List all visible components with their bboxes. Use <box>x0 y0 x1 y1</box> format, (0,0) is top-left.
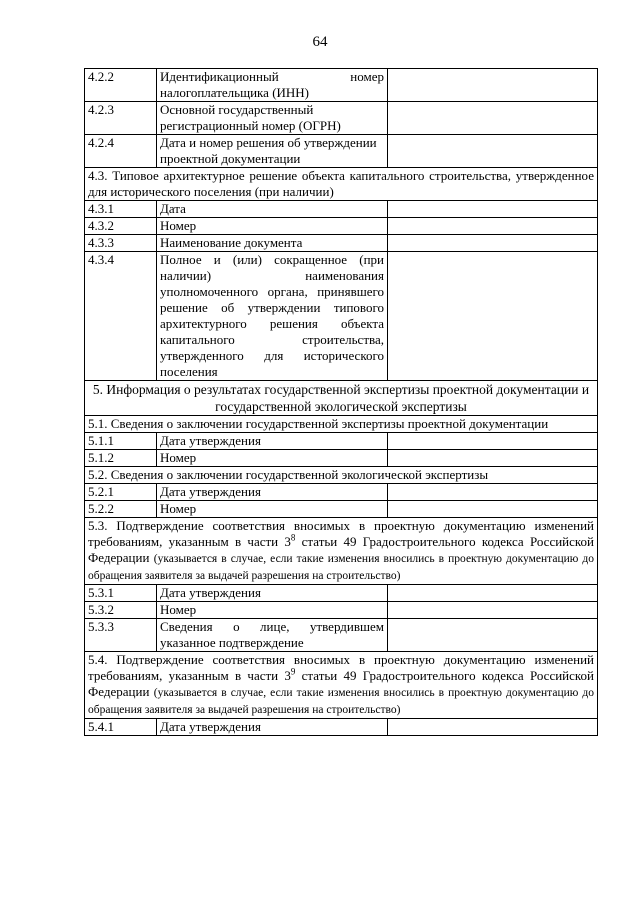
row-number: 4.2.2 <box>85 69 157 102</box>
row-number: 5.3.2 <box>85 602 157 619</box>
row-label: Номер <box>157 501 388 518</box>
row-label: Дата утверждения <box>157 719 388 736</box>
section-row <box>85 381 598 416</box>
value-cell[interactable] <box>388 218 598 235</box>
section-5-4-text-cont: статьи 49 Градостроительного кодекса Российской Федерации <box>88 668 595 699</box>
value-cell[interactable] <box>388 433 598 450</box>
section-row <box>85 168 598 201</box>
row-number: 5.3.1 <box>85 585 157 602</box>
value-cell[interactable] <box>388 69 598 102</box>
row-label: Дата и номер решения об утверждении проектной документации <box>157 135 388 168</box>
row-label: Номер <box>157 450 388 467</box>
table-row <box>85 201 598 218</box>
table-row <box>85 602 598 619</box>
section-5-heading: 5. Информация о результатах государственной экспертизы проектной документации и государственной экологической экспертизы <box>85 381 598 416</box>
superscript: 9 <box>290 666 296 677</box>
table-row <box>85 252 598 381</box>
value-cell[interactable] <box>388 135 598 168</box>
table-row <box>85 484 598 501</box>
row-number: 5.4.1 <box>85 719 157 736</box>
section-5-4-title <box>85 652 598 719</box>
section-row <box>85 467 598 484</box>
row-number: 4.3.1 <box>85 201 157 218</box>
value-cell[interactable] <box>388 501 598 518</box>
row-label: Дата утверждения <box>157 585 388 602</box>
value-cell[interactable] <box>388 719 598 736</box>
value-cell[interactable] <box>388 619 598 652</box>
section-5-4-text: 5.4. Подтверждение соответствия вносимых в проектную документацию изменений требованиям, указанным в части 3 <box>88 652 594 683</box>
section-5-3-title <box>85 518 598 585</box>
table-row <box>85 135 598 168</box>
section-5-1-title: 5.1. Сведения о заключении государственной экспертизы проектной документации <box>85 416 598 433</box>
table-row <box>85 69 598 102</box>
table-row <box>85 585 598 602</box>
row-number: 4.3.2 <box>85 218 157 235</box>
section-5-3-text-cont: статьи 49 Градостроительного кодекса Российской Федерации <box>88 534 595 565</box>
table-row <box>85 235 598 252</box>
table-row <box>85 450 598 467</box>
row-label: Полное и (или) сокращенное (при наличии) наименования уполномоченного органа, принявшего решение об утверждении типового архитектурного решения объекта капитального строительства, утвержденного для исторического поселения <box>157 252 388 381</box>
row-number: 5.2.1 <box>85 484 157 501</box>
row-number: 4.2.3 <box>85 102 157 135</box>
row-label: Дата утверждения <box>157 433 388 450</box>
section-5-2-title: 5.2. Сведения о заключении государственной экологической экспертизы <box>85 467 598 484</box>
row-number: 5.2.2 <box>85 501 157 518</box>
value-cell[interactable] <box>388 201 598 218</box>
row-number: 4.2.4 <box>85 135 157 168</box>
section-5-3-text: 5.3. Подтверждение соответствия вносимых в проектную документацию изменений требованиям, указанным в части 3 <box>88 518 594 549</box>
value-cell[interactable] <box>388 585 598 602</box>
value-cell[interactable] <box>388 235 598 252</box>
row-number: 5.3.3 <box>85 619 157 652</box>
value-cell[interactable] <box>388 484 598 501</box>
row-label: Номер <box>157 218 388 235</box>
row-number: 4.3.3 <box>85 235 157 252</box>
page-number: 64 <box>312 34 328 50</box>
table-row <box>85 719 598 736</box>
table-row <box>85 501 598 518</box>
row-label: Номер <box>157 602 388 619</box>
row-number: 5.1.2 <box>85 450 157 467</box>
table-row <box>85 102 598 135</box>
row-number: 4.3.4 <box>85 252 157 381</box>
row-label: Сведения о лице, утвердившем указанное подтверждение <box>157 619 388 652</box>
row-label: Идентификационный номер налогоплательщика (ИНН) <box>157 69 388 102</box>
row-label: Дата <box>157 201 388 218</box>
value-cell[interactable] <box>388 102 598 135</box>
section-row <box>85 652 598 719</box>
row-label: Дата утверждения <box>157 484 388 501</box>
table-row <box>85 433 598 450</box>
value-cell[interactable] <box>388 450 598 467</box>
row-number: 5.1.1 <box>85 433 157 450</box>
value-cell[interactable] <box>388 602 598 619</box>
section-row <box>85 518 598 585</box>
form-table <box>84 68 598 736</box>
section-4-3-title: 4.3. Типовое архитектурное решение объекта капитального строительства, утвержденное для исторического поселения (при наличии) <box>85 168 598 201</box>
table-row <box>85 619 598 652</box>
section-5-3-note: (указывается в случае, если такие изменения вносились в проектную документацию до обращения заявителя за выдачей разрешения на строительство) <box>88 553 594 582</box>
section-row <box>85 416 598 433</box>
superscript: 8 <box>290 532 296 543</box>
section-5-4-note: (указывается в случае, если такие изменения вносились в проектную документацию до обращения заявителя за выдачей разрешения на строительство) <box>88 687 594 716</box>
value-cell[interactable] <box>388 252 598 381</box>
table-row <box>85 218 598 235</box>
row-label: Наименование документа <box>157 235 388 252</box>
row-label: Основной государственный регистрационный номер (ОГРН) <box>157 102 388 135</box>
